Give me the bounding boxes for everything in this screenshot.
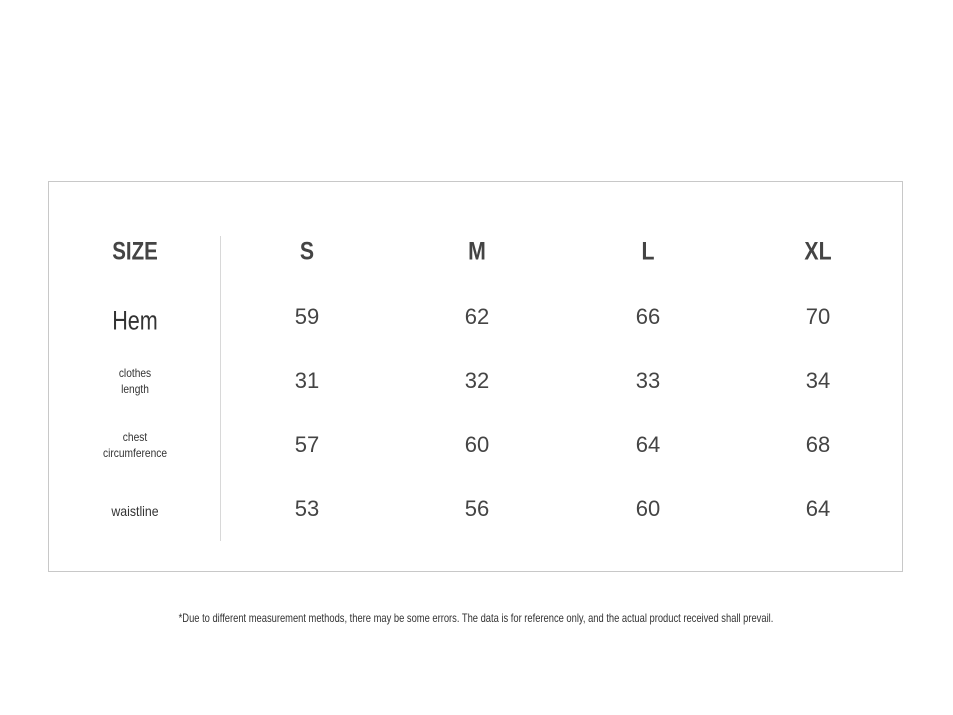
size-header-m: M — [468, 237, 486, 266]
row-label-chest-line1: chest — [122, 430, 148, 444]
value-hem-s: 59 — [294, 304, 320, 329]
value-clothes-length-s: 31 — [294, 368, 320, 393]
value-clothes-length-xl: 34 — [805, 368, 831, 393]
row-label-clothes-length-line2: length — [121, 382, 149, 396]
row-label-chest-circumference — [103, 429, 167, 461]
size-header-l: L — [641, 237, 655, 266]
value-clothes-length-l: 33 — [635, 368, 661, 393]
size-chart-table — [48, 181, 903, 572]
size-header-label: SIZE — [112, 237, 158, 266]
size-header-s: S — [299, 237, 315, 266]
value-chest-m: 60 — [464, 432, 490, 457]
value-chest-xl: 68 — [805, 432, 831, 457]
column-divider — [220, 236, 221, 541]
measurement-disclaimer: *Due to different measurement methods, there may be some errors. The data is for reference only, and the actual product received shall prevail. — [178, 611, 774, 625]
value-waistline-m: 56 — [464, 496, 490, 521]
value-clothes-length-m: 32 — [464, 368, 490, 393]
value-chest-l: 64 — [635, 432, 661, 457]
size-header-xl: XL — [804, 237, 832, 266]
value-hem-m: 62 — [464, 304, 490, 329]
value-waistline-xl: 64 — [805, 496, 831, 521]
row-label-hem: Hem — [112, 305, 158, 336]
row-label-chest-line2: circumference — [102, 446, 168, 460]
value-hem-xl: 70 — [805, 304, 831, 329]
row-label-waistline: waistline — [111, 503, 159, 519]
row-label-clothes-length — [119, 365, 151, 397]
row-label-clothes-length-line1: clothes — [118, 366, 152, 380]
value-waistline-s: 53 — [294, 496, 320, 521]
value-hem-l: 66 — [635, 304, 661, 329]
value-chest-s: 57 — [294, 432, 320, 457]
value-waistline-l: 60 — [635, 496, 661, 521]
